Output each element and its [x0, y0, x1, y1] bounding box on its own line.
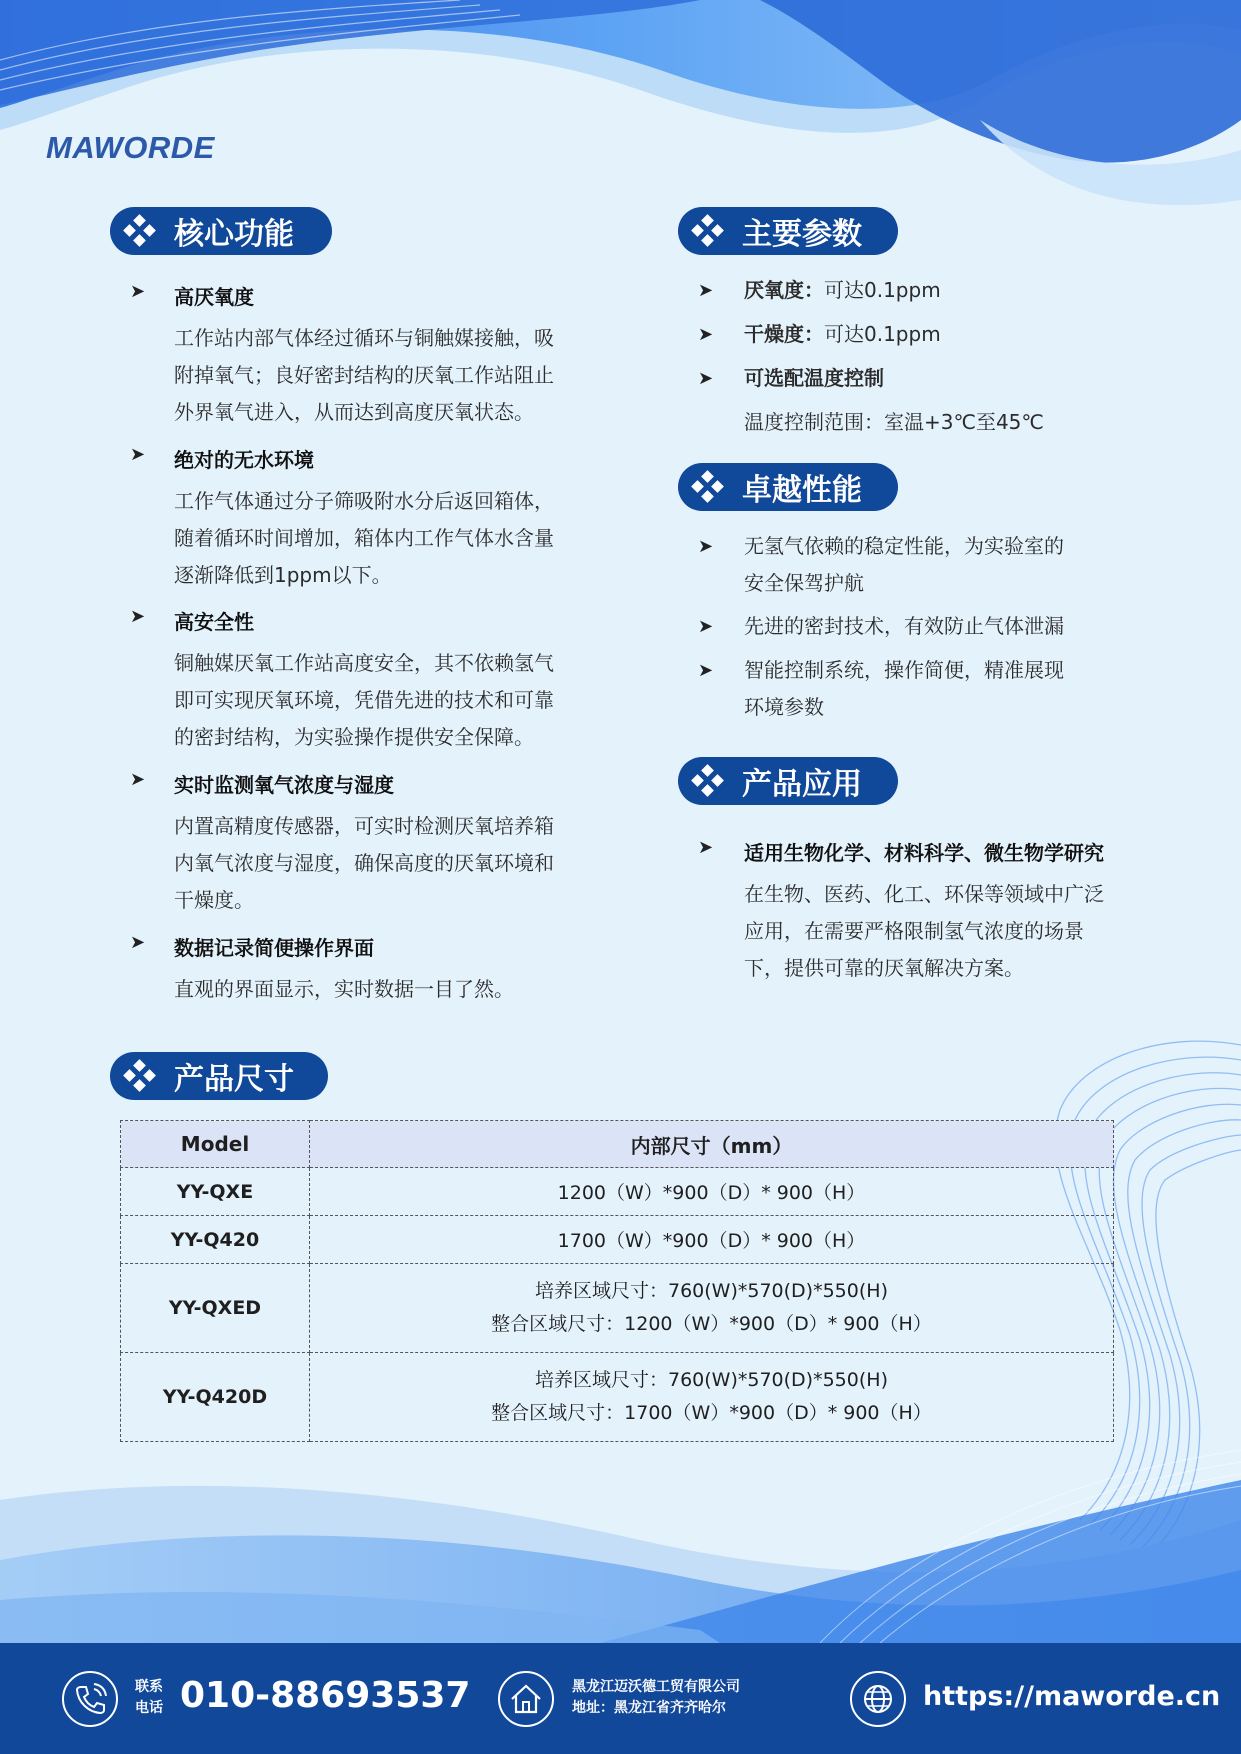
text-line: 铜触媒厌氧工作站高度安全，其不依赖氢气 [174, 651, 554, 675]
performance-item [698, 528, 1158, 602]
arrow-icon: ➤ [130, 281, 146, 302]
section-performance-title [678, 463, 898, 511]
section-core-title [110, 207, 332, 255]
param-value: 可达0.1ppm [824, 322, 941, 346]
arrow-icon: ➤ [698, 536, 714, 557]
section-size-title [110, 1052, 328, 1100]
phone-icon [62, 1671, 118, 1727]
text-line: 直观的界面显示，实时数据一目了然。 [174, 977, 514, 1001]
size-line: 整合区域尺寸：1200（W）*900（D）* 900（H） [491, 1313, 932, 1335]
text-line: 工作气体通过分子筛吸附水分后返回箱体， [174, 489, 554, 513]
core-item [130, 606, 600, 756]
core-item [130, 932, 600, 1008]
arrow-icon: ➤ [130, 932, 146, 953]
core-item-head: 绝对的无水环境 [174, 448, 314, 472]
diamond-icon [690, 469, 726, 505]
arrow-icon: ➤ [698, 660, 714, 681]
model-cell: YY-Q420D [121, 1353, 310, 1442]
size-line: 培养区域尺寸：760(W)*570(D)*550(H) [535, 1369, 888, 1391]
param-value: 可达0.1ppm [824, 278, 941, 302]
text-line: 随着循环时间增加，箱体内工作气体水含量 [174, 526, 554, 550]
core-item-text [174, 320, 600, 431]
arrow-icon: ➤ [698, 324, 714, 345]
company-name: 黑龙江迈沃德工贸有限公司 [572, 1679, 740, 1695]
home-icon [498, 1671, 554, 1727]
arrow-icon: ➤ [130, 769, 146, 790]
param-row [698, 316, 1158, 353]
section-application-title [678, 757, 898, 805]
param-row [698, 272, 1158, 309]
arrow-icon: ➤ [130, 606, 146, 627]
phone-label [135, 1677, 163, 1719]
size-cell: 1200（W）*900（D）* 900（H） [310, 1168, 1114, 1216]
core-item-text [174, 971, 600, 1008]
size-line: 培养区域尺寸：760(W)*570(D)*550(H) [535, 1280, 888, 1302]
core-item-text [174, 483, 600, 594]
text-line: 外界氧气进入，从而达到高度厌氧状态。 [174, 400, 534, 424]
table-row [121, 1168, 1114, 1216]
arrow-icon: ➤ [698, 280, 714, 301]
arrow-icon: ➤ [698, 616, 714, 637]
text-line: 环境参数 [744, 695, 824, 719]
param-label: 干燥度： [744, 322, 824, 346]
text-line: 无氢气依赖的稳定性能，为实验室的 [744, 534, 1064, 558]
param-row [698, 360, 1158, 397]
column-header-size: 内部尺寸（mm） [310, 1121, 1114, 1168]
core-item-head: 实时监测氧气浓度与湿度 [174, 773, 394, 797]
table-row [121, 1216, 1114, 1264]
table-header-row [121, 1121, 1114, 1168]
core-item [130, 769, 600, 919]
column-header-model: Model [121, 1121, 310, 1168]
company-info [572, 1677, 740, 1719]
text-line: 下，提供可靠的厌氧解决方案。 [744, 956, 1024, 980]
section-title-text: 产品尺寸 [174, 1062, 294, 1097]
text-line: 内置高精度传感器，可实时检测厌氧培养箱 [174, 814, 554, 838]
temp-note: 温度控制范围：室温+3℃至45℃ [744, 410, 1044, 434]
phone-number[interactable]: 010-88693537 [180, 1675, 471, 1716]
arrow-icon: ➤ [130, 444, 146, 465]
text-line: 应用，在需要严格限制氢气浓度的场景 [744, 919, 1084, 943]
table-row [121, 1264, 1114, 1353]
arrow-icon: ➤ [698, 368, 714, 389]
table-row [121, 1353, 1114, 1442]
size-cell: 1700（W）*900（D）* 900（H） [310, 1216, 1114, 1264]
size-cell [310, 1353, 1114, 1442]
website-link[interactable]: https://maworde.cn [923, 1681, 1221, 1712]
param-label: 可选配温度控制 [744, 366, 884, 390]
section-title-text: 核心功能 [174, 217, 294, 252]
text-line: 的密封结构，为实验操作提供安全保障。 [174, 725, 534, 749]
phone-label-line: 联系 [135, 1679, 163, 1695]
phone-label-line: 电话 [135, 1700, 163, 1716]
size-line: 整合区域尺寸：1700（W）*900（D）* 900（H） [491, 1402, 932, 1424]
section-title-text: 产品应用 [742, 767, 862, 802]
core-item-head: 高厌氧度 [174, 285, 254, 309]
model-cell: YY-QXED [121, 1264, 310, 1353]
application-head: 适用生物化学、材料科学、微生物学研究 [744, 841, 1104, 865]
brand-logo: MAWORDE [46, 130, 215, 165]
text-line: 安全保驾护航 [744, 571, 864, 595]
application-item [698, 837, 1198, 987]
text-line: 工作站内部气体经过循环与铜触媒接触，吸 [174, 326, 554, 350]
core-item-head: 高安全性 [174, 610, 254, 634]
text-line: 内氧气浓度与湿度，确保高度的厌氧环境和 [174, 851, 554, 875]
text-line: 逐渐降低到1ppm以下。 [174, 563, 392, 587]
diamond-icon [122, 213, 158, 249]
size-cell [310, 1264, 1114, 1353]
footer-bar [0, 1643, 1241, 1754]
diamond-icon [122, 1058, 158, 1094]
text-line: 先进的密封技术，有效防止气体泄漏 [744, 614, 1064, 638]
param-label: 厌氧度： [744, 278, 824, 302]
section-title-text: 主要参数 [742, 217, 862, 252]
size-table [120, 1120, 1114, 1442]
performance-item [698, 652, 1158, 726]
diamond-icon [690, 763, 726, 799]
model-cell: YY-QXE [121, 1168, 310, 1216]
core-item [130, 444, 600, 594]
globe-icon [850, 1671, 906, 1727]
core-item-head: 数据记录简便操作界面 [174, 936, 374, 960]
diamond-icon [690, 213, 726, 249]
arrow-icon: ➤ [698, 837, 714, 858]
performance-item [698, 608, 1158, 645]
text-line: 干燥度。 [174, 888, 254, 912]
company-address: 地址：黑龙江省齐齐哈尔 [572, 1700, 726, 1716]
text-line: 智能控制系统，操作简便，精准展现 [744, 658, 1064, 682]
section-title-text: 卓越性能 [742, 473, 862, 508]
core-item-text [174, 645, 600, 756]
text-line: 即可实现厌氧环境，凭借先进的技术和可靠 [174, 688, 554, 712]
model-cell: YY-Q420 [121, 1216, 310, 1264]
section-params-title [678, 207, 898, 255]
text-line: 附掉氧气；良好密封结构的厌氧工作站阻止 [174, 363, 554, 387]
core-item [130, 281, 600, 431]
core-item-text [174, 808, 600, 919]
text-line: 在生物、医药、化工、环保等领域中广泛 [744, 882, 1104, 906]
application-text [744, 876, 1198, 987]
